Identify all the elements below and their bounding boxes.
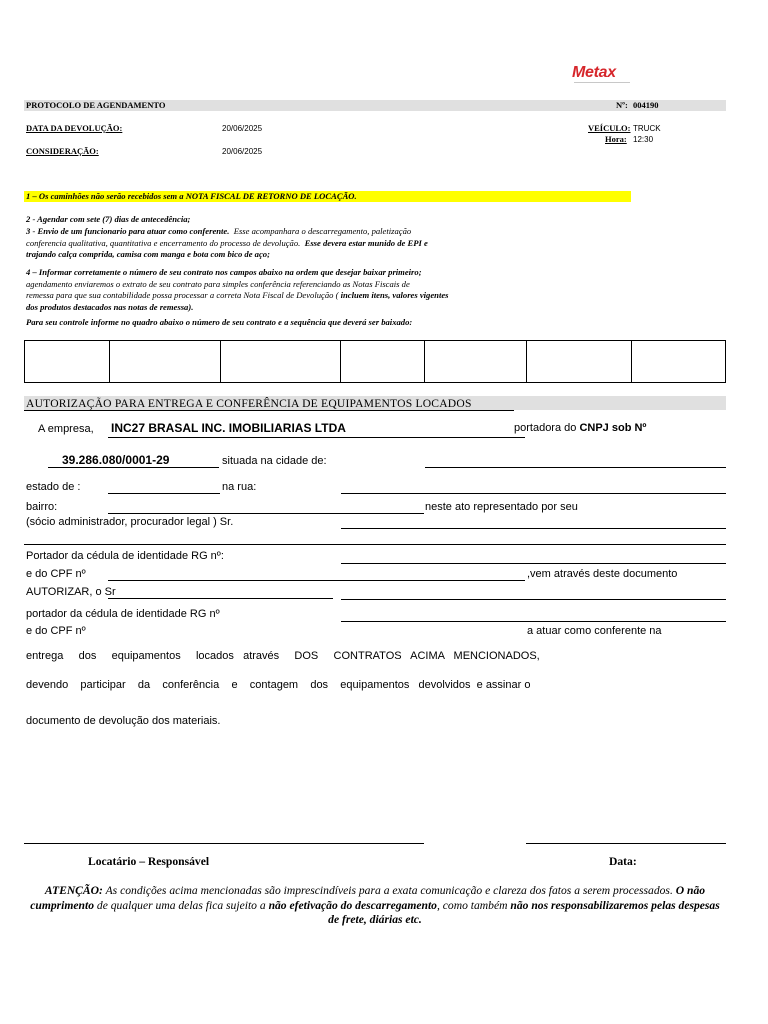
company-value[interactable]: INC27 BRASAL INC. IMOBILIARIAS LTDA (111, 421, 346, 435)
protocol-title: PROTOCOLO DE AGENDAMENTO (26, 100, 166, 110)
rg2-line[interactable] (341, 621, 726, 622)
instruction-4-line3: remessa para que sua contabilidade possa processar a correta Nota Fiscal de Devolução ( (26, 290, 339, 300)
state-label: estado de : (26, 481, 81, 493)
instruction-3-line2-bold: Esse devera estar munido de EPI e (304, 237, 428, 248)
authorization-paragraph-3: documento de devolução dos materiais. (26, 715, 221, 727)
cpf-label: e do CPF nº (26, 568, 86, 580)
attention-notice (24, 884, 726, 928)
partner-label: (sócio administrador, procurador legal ) Sr. (26, 516, 234, 528)
cnpj-label-bold: CNPJ sob Nº (579, 422, 647, 434)
return-date-label: DATA DA DEVOLUÇÃO: (26, 123, 123, 133)
attention-prefix: ATENÇÃO: (44, 884, 103, 897)
street-line[interactable] (341, 493, 726, 494)
vehicle-value: TRUCK (633, 124, 661, 133)
contract-cell-6[interactable] (526, 341, 632, 383)
cnpj-label (514, 422, 646, 434)
cpf2-label: e do CPF nº (26, 625, 86, 637)
instruction-4-line3-bold: incluem itens, valores vigentes (340, 290, 449, 300)
represented-label: neste ato representado por seu (425, 501, 578, 513)
state-line[interactable] (108, 493, 220, 494)
partner-line-2[interactable] (24, 544, 726, 545)
attention-bold-3: não nos responsabilizaremos pelas despesas de frete, diárias etc. (328, 898, 720, 926)
contract-cell-5[interactable] (424, 341, 526, 383)
date-line[interactable] (526, 843, 726, 844)
return-date-value: 20/06/2025 (222, 124, 263, 133)
attention-text-3: , como também (436, 898, 508, 912)
protocol-number-label: Nº: (616, 100, 628, 110)
comes-label: ,vem através deste documento (527, 568, 678, 580)
city-line[interactable] (425, 467, 726, 468)
authorization-title: AUTORIZAÇÃO PARA ENTREGA E CONFERÊNCIA DE EQUIPAMENTOS LOCADOS (26, 397, 472, 410)
company-line (108, 437, 525, 438)
protocol-number-value: 004190 (633, 100, 659, 110)
vehicle-label: VEÍCULO: (588, 123, 631, 133)
instruction-1: 1 – Os caminhões não serão recebidos sem a NOTA FISCAL DE RETORNO DE LOCAÇÃO. (26, 191, 357, 201)
attention-text-2: de qualquer uma delas fica sujeito a (96, 898, 266, 912)
instruction-2: 2 - Agendar com sete (7) dias de antecedência; (26, 214, 191, 224)
attention-bold-2: não efetivação do descarregamento (268, 898, 437, 912)
logo-text: Metax (572, 64, 616, 81)
instruction-4-line1: 4 – Informar corretamente o número de seu contrato nos campos abaixo na ordem que desejar baixar primeiro; (26, 267, 422, 277)
contract-cell-7[interactable] (632, 341, 726, 383)
cnpj-line (48, 467, 219, 468)
authorization-title-underline (24, 410, 514, 411)
authorization-paragraph-1: entrega dos equipamentos locados através DOS CONTRATOS ACIMA MENCIONADOS, (26, 650, 540, 662)
table-row (25, 341, 726, 383)
authorize-label: AUTORIZAR, o Sr (26, 586, 116, 598)
contract-sequence-table (24, 340, 726, 383)
hour-value: 12:30 (633, 135, 654, 144)
authorize-line-2[interactable] (341, 599, 726, 600)
attention-bold-1: O não cumprimento (30, 884, 706, 912)
act-label: a atuar como conferente na (527, 625, 662, 637)
logo-tagline-line (574, 82, 630, 83)
instruction-3-bold: 3 - Envio de um funcionario para atuar como conferente. (26, 226, 230, 236)
street-label: na rua: (222, 481, 257, 493)
district-line[interactable] (108, 513, 424, 514)
contract-cell-1[interactable] (25, 341, 110, 383)
lessee-label: Locatário – Responsável (88, 855, 210, 868)
partner-line[interactable] (341, 528, 726, 529)
cpf-line[interactable] (108, 580, 525, 581)
hour-label: Hora: (605, 134, 627, 144)
instruction-3 (26, 226, 428, 261)
city-label: situada na cidade de: (222, 455, 327, 467)
instruction-3-rest: Esse acompanhara o descarregamento, paletização (233, 226, 412, 236)
signature-line[interactable] (24, 843, 424, 844)
consideration-value: 20/06/2025 (222, 147, 263, 156)
instruction-4-line2: agendamento enviaremos o extrato de seu contrato para simples conferência referenciando as Notas Fiscais de (26, 278, 410, 289)
rg2-label: portador da cédula de identidade RG nº (26, 608, 220, 620)
contract-cell-2[interactable] (109, 341, 221, 383)
contract-cell-3[interactable] (221, 341, 341, 383)
company-label: A empresa, (38, 423, 94, 435)
attention-text-1: As condições acima mencionadas são imprescindíveis para a exata comunicação e clareza dos fatos a serem processados. (105, 884, 673, 897)
authorize-line[interactable] (108, 598, 333, 599)
rg-label: Portador da cédula de identidade RG nº: (26, 550, 224, 562)
district-label: bairro: (26, 501, 58, 513)
instruction-3-line2: conferencia qualitativa, quantitativa e encerramento do processo de devolução. (26, 237, 301, 248)
date-label: Data: (609, 855, 637, 868)
rg-line[interactable] (341, 563, 726, 564)
cnpj-label-text: portadora do (514, 422, 577, 434)
authorization-paragraph-2: devendo participar da conferência e contagem dos equipamentos devolvidos e assinar o (26, 679, 531, 691)
instruction-4-line4: dos produtos destacados nas notas de remessa). (26, 301, 194, 312)
cnpj-value[interactable]: 39.286.080/0001-29 (62, 453, 170, 467)
contract-cell-4[interactable] (341, 341, 425, 383)
consideration-label: CONSIDERAÇÃO: (26, 146, 99, 156)
instruction-4 (26, 267, 449, 313)
metax-logo (572, 64, 632, 86)
control-instruction: Para seu controle informe no quadro abaixo o número de seu contrato e a sequência que deverá ser baixado: (26, 317, 413, 327)
instruction-3-line3: trajando calça comprida, camisa com manga e bota com bico de aço; (26, 249, 270, 259)
